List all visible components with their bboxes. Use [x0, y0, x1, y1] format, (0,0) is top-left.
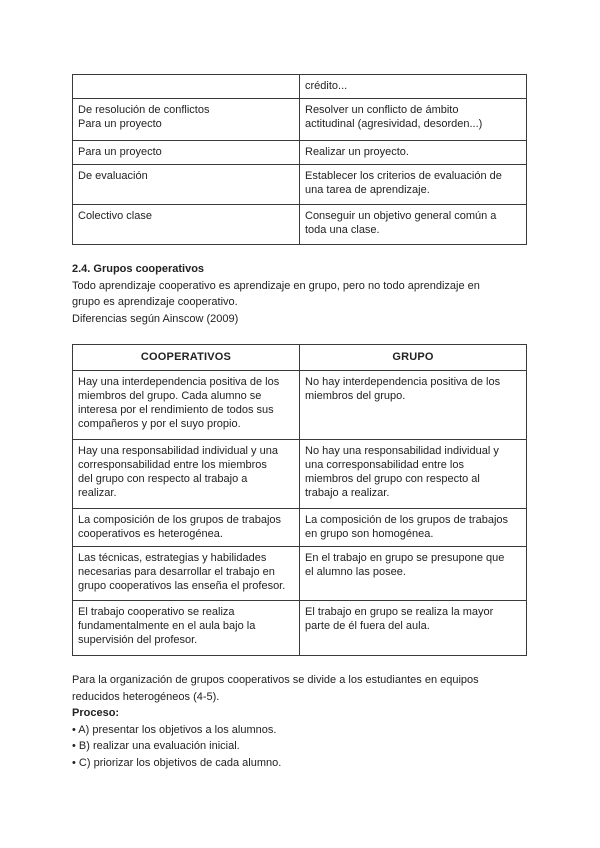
cell-text-line: Colectivo clase	[78, 210, 152, 222]
paragraph-line: reducidos heterogéneos (4-5).	[72, 690, 220, 703]
cell-text-line: interesa por el rendimiento de todos sus	[78, 404, 274, 416]
cell-text-line: Para un proyecto	[78, 146, 162, 158]
cell-text-line: compañeros y por el suyo propio.	[78, 418, 241, 430]
table-row	[73, 165, 527, 205]
cell-text-line: La composición de los grupos de trabajos	[305, 514, 509, 526]
cell-text-line: trabajo a realizar.	[305, 487, 390, 499]
table-cell-left	[73, 165, 300, 205]
cell-text-line: cooperativos es heterogénea.	[78, 528, 223, 540]
cell-text-line: del grupo con respecto al trabajo a	[78, 473, 248, 485]
cell-text-line: Resolver un conflicto de ámbito	[305, 104, 459, 116]
table-row	[73, 440, 527, 509]
cell-text-line: miembros del grupo con respecto al	[305, 473, 480, 485]
table-row	[73, 371, 527, 440]
cell-text-line: el alumno las posee.	[305, 566, 406, 578]
cell-text-line: realizar.	[78, 487, 117, 499]
cell-text-line: actitudinal (agresividad, desorden...)	[305, 118, 483, 130]
cell-text-line: crédito...	[305, 80, 348, 92]
cell-text-line: una corresponsabilidad entre los	[305, 459, 464, 471]
cell-text-line: una tarea de aprendizaje.	[305, 184, 430, 196]
table-row	[73, 141, 527, 165]
table-row	[73, 509, 527, 547]
section-heading: 2.4. Grupos cooperativos	[72, 263, 205, 275]
table-cell-left	[73, 547, 300, 601]
table-cell-left	[73, 440, 300, 509]
intro-line: Todo aprendizaje cooperativo es aprendizaje en grupo, pero no todo aprendizaje en	[72, 279, 480, 292]
cell-text-line: fundamentalmente en el aula bajo la	[78, 620, 256, 632]
table-cell-left	[73, 99, 300, 141]
header-grupo: GRUPO	[300, 345, 527, 371]
cell-text-line: supervisión del profesor.	[78, 634, 198, 646]
cell-text-line: grupo cooperativos las enseña el profesor.	[78, 580, 286, 592]
table-cell-left	[73, 509, 300, 547]
grouping-types-table	[72, 74, 527, 245]
cell-text-line: toda una clase.	[305, 224, 380, 236]
cell-text-line: No hay una responsabilidad individual y	[305, 445, 499, 457]
cell-text-line: El trabajo cooperativo se realiza	[78, 606, 235, 618]
cell-text-line: Hay una responsabilidad individual y una	[78, 445, 278, 457]
table-cell-right	[300, 601, 527, 656]
table-cell-left	[73, 141, 300, 165]
table-cell-left	[73, 205, 300, 245]
table-cell-right	[300, 75, 527, 99]
cooperative-vs-group-table	[72, 344, 527, 656]
table-cell-right	[300, 99, 527, 141]
cell-text-line: Las técnicas, estrategias y habilidades	[78, 552, 267, 564]
table-cell-right	[300, 165, 527, 205]
process-step: • C) priorizar los objetivos de cada alumno.	[72, 756, 282, 769]
table-cell-left	[73, 601, 300, 656]
cell-text-line: Hay una interdependencia positiva de los	[78, 376, 280, 388]
table-cell-right	[300, 547, 527, 601]
intro-line: Diferencias según Ainscow (2009)	[72, 312, 239, 325]
section-grupos-cooperativos	[72, 261, 532, 327]
table-cell-right	[300, 141, 527, 165]
table-row	[73, 99, 527, 141]
cell-text-line: Establecer los criterios de evaluación de	[305, 170, 502, 182]
closing-section	[72, 672, 532, 771]
table-cell-right	[300, 371, 527, 440]
cell-text-line: parte de él fuera del aula.	[305, 620, 430, 632]
cell-text-line: corresponsabilidad entre los miembros	[78, 459, 267, 471]
cell-text-line: Realizar un proyecto.	[305, 146, 409, 158]
cell-text-line: Para un proyecto	[78, 118, 162, 130]
cell-text-line: De evaluación	[78, 170, 148, 182]
cell-text-line: miembros del grupo.	[305, 390, 406, 402]
cell-text-line: en grupo son homogénea.	[305, 528, 434, 540]
table-cell-right	[300, 440, 527, 509]
intro-line: grupo es aprendizaje cooperativo.	[72, 296, 238, 308]
process-step: • A) presentar los objetivos a los alumnos.	[72, 723, 277, 736]
paragraph-line: Para la organización de grupos cooperativos se divide a los estudiantes en equipos	[72, 674, 479, 686]
cell-text-line: La composición de los grupos de trabajos	[78, 514, 282, 526]
table-header-row	[73, 345, 527, 371]
table-row	[73, 75, 527, 99]
table-row	[73, 205, 527, 245]
table-cell-right	[300, 509, 527, 547]
table-cell-left	[73, 371, 300, 440]
cell-text-line: miembros del grupo. Cada alumno se	[78, 390, 262, 402]
process-label: Proceso:	[72, 707, 120, 719]
table-row	[73, 601, 527, 656]
cell-text-line: El trabajo en grupo se realiza la mayor	[305, 606, 494, 618]
cell-text-line: En el trabajo en grupo se presupone que	[305, 552, 505, 564]
header-cooperativos: COOPERATIVOS	[73, 345, 300, 371]
process-step: • B) realizar una evaluación inicial.	[72, 740, 240, 752]
cell-text-line: No hay interdependencia positiva de los	[305, 376, 501, 388]
table-cell-left	[73, 75, 300, 99]
cell-text-line: necesarias para desarrollar el trabajo en	[78, 566, 275, 578]
table-row	[73, 547, 527, 601]
cell-text-line: Conseguir un objetivo general común a	[305, 210, 497, 222]
table-cell-right	[300, 205, 527, 245]
cell-text-line: De resolución de conflictos	[78, 104, 210, 116]
